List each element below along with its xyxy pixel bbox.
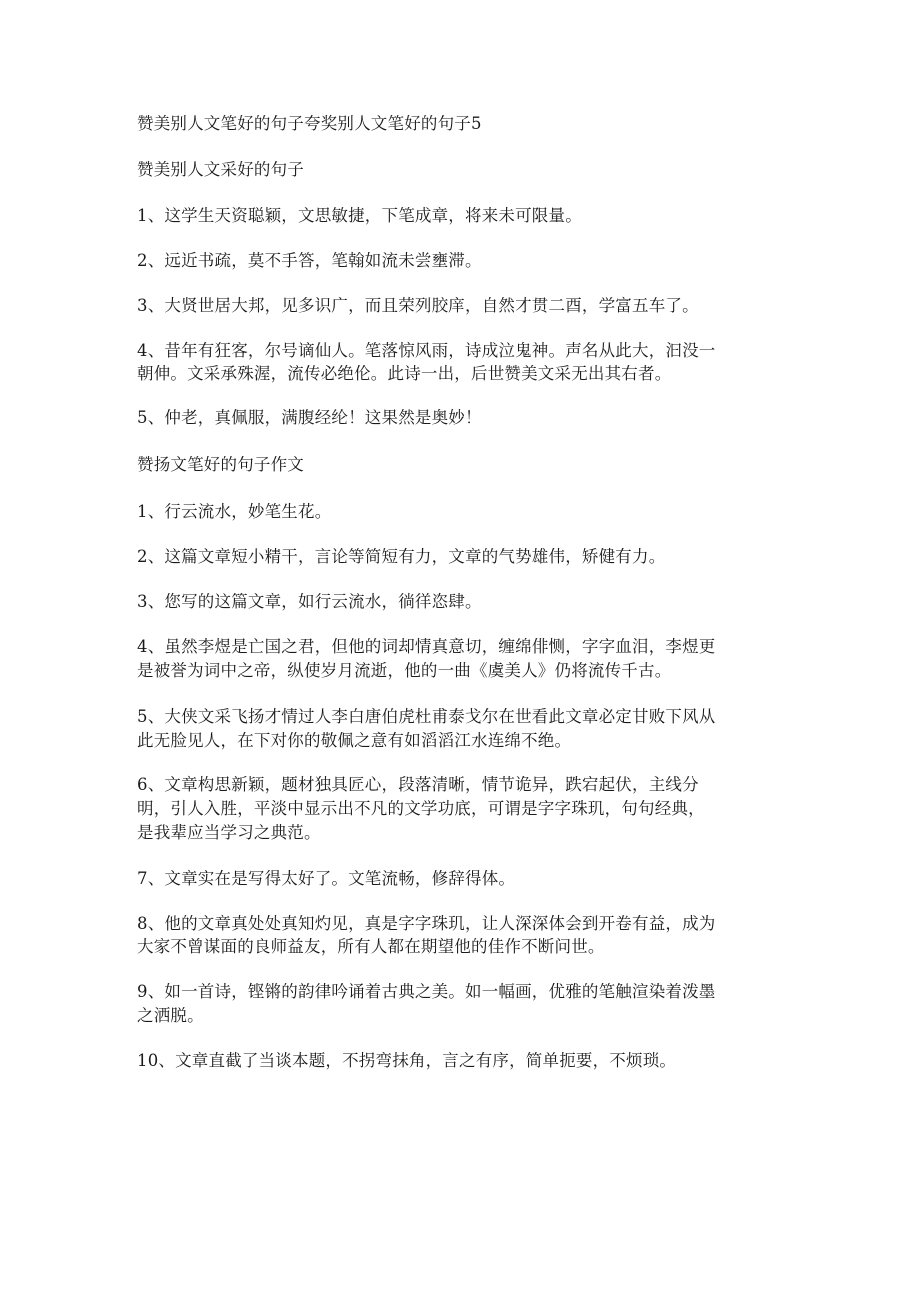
list-item-continuation: 是被誉为词中之帝，纵使岁月流逝，他的一曲《虞美人》仍将流传千古。 [137, 661, 672, 680]
list-item: 2、远近书疏，莫不手答，笔翰如流未尝壅滞。 [137, 251, 482, 270]
section-heading: 赞扬文笔好的句子作文 [137, 455, 304, 474]
list-item: 5、大侠文采飞扬才情过人李白唐伯虎杜甫泰戈尔在世看此文章必定甘败下风从 [137, 707, 716, 726]
document-title: 赞美别人文笔好的句子夸奖别人文笔好的句子5 [137, 114, 482, 133]
list-item: 1、行云流水，妙笔生花。 [137, 502, 332, 521]
list-item-continuation: 朝伸。文采承殊渥，流传必绝伦。此诗一出，后世赞美文采无出其右者。 [137, 364, 672, 383]
list-item: 9、如一首诗，铿锵的韵律吟诵着古典之美。如一幅画，优雅的笔触渲染着泼墨 [137, 982, 716, 1001]
list-item-continuation: 此无脸见人，在下对你的敬佩之意有如滔滔江水连绵不绝。 [137, 731, 572, 750]
list-item: 3、您写的这篇文章，如行云流水，徜徉恣肆。 [137, 592, 482, 611]
list-item: 7、文章实在是写得太好了。文笔流畅，修辞得体。 [137, 869, 516, 888]
list-item: 10、文章直截了当谈本题，不拐弯抹角，言之有序，简单扼要，不烦琐。 [137, 1051, 677, 1070]
section-heading: 赞美别人文采好的句子 [137, 160, 304, 179]
list-item: 6、文章构思新颖，题材独具匠心，段落清晰，情节诡异，跌宕起伏，主线分 [137, 775, 699, 794]
list-item: 1、这学生天资聪颖，文思敏捷，下笔成章，将来未可限量。 [137, 206, 582, 225]
list-item: 2、这篇文章短小精干，言论等简短有力，文章的气势雄伟，矫健有力。 [137, 547, 666, 566]
list-item-continuation: 之洒脱。 [137, 1006, 204, 1025]
list-item: 5、仲老，真佩服，满腹经纶！这果然是奥妙！ [137, 408, 482, 427]
list-item: 8、他的文章真处处真知灼见，真是字字珠玑，让人深深体会到开卷有益，成为 [137, 914, 716, 933]
list-item: 4、虽然李煜是亡国之君，但他的词却情真意切，缠绵俳恻，字字血泪，李煜更 [137, 637, 716, 656]
list-item: 3、大贤世居大邦，见多识广，而且荣列胶庠，自然才贯二酉，学富五车了。 [137, 296, 699, 315]
list-item-continuation: 明，引人入胜，平淡中显示出不凡的文学功底，可谓是字字珠玑，句句经典， [137, 799, 705, 818]
list-item-continuation: 大家不曾谋面的良师益友，所有人都在期望他的佳作不断问世。 [137, 937, 605, 956]
list-item: 4、昔年有狂客，尔号谪仙人。笔落惊风雨，诗成泣鬼神。声名从此大，汩没一 [137, 341, 716, 360]
list-item-continuation: 是我辈应当学习之典范。 [137, 823, 321, 842]
